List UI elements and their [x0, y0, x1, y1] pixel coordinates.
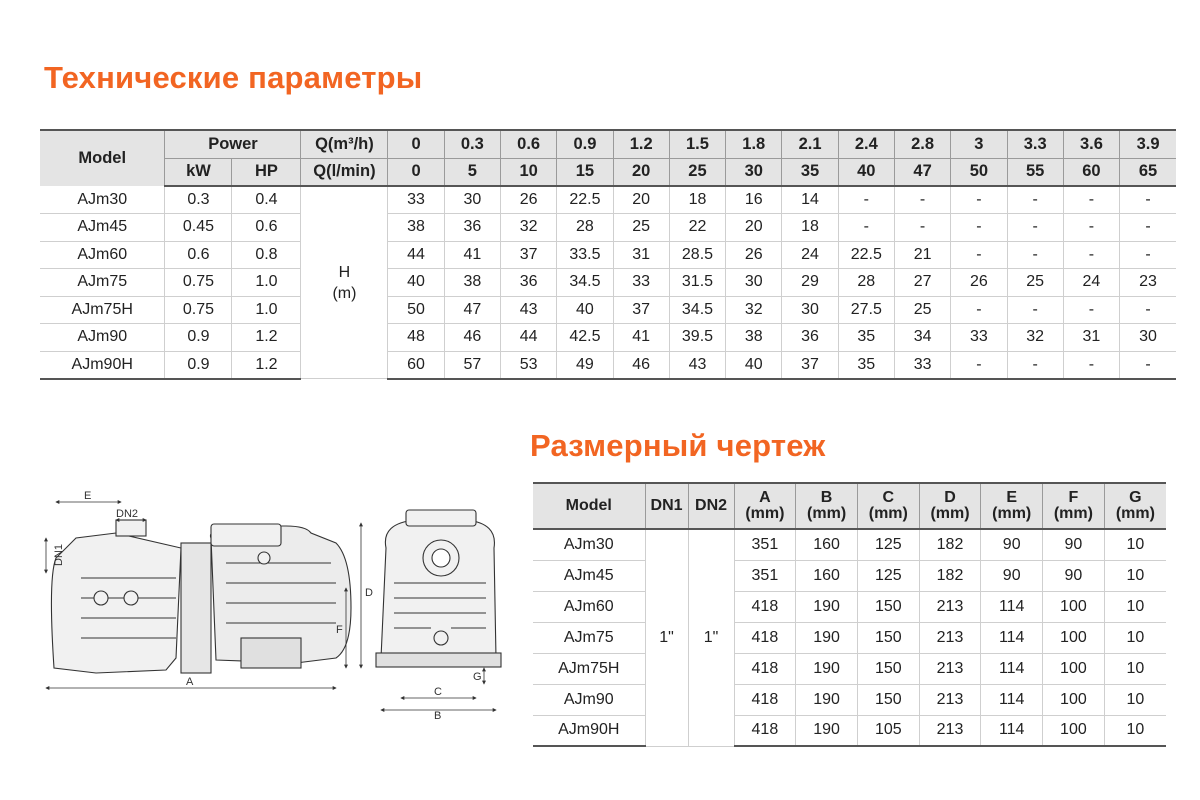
dimension-value-cell: 150	[857, 684, 919, 715]
dimension-value-cell: 90	[1043, 529, 1105, 560]
head-value-cell: 30	[782, 296, 838, 324]
kw-cell: 0.75	[165, 269, 232, 297]
dimension-value-cell: 150	[857, 653, 919, 684]
head-value-cell: 43	[500, 296, 556, 324]
dimension-value-cell: 213	[919, 715, 981, 746]
table-row	[40, 351, 1176, 379]
q-m3h-cell: 3.6	[1063, 130, 1119, 158]
head-value-cell: 22.5	[838, 241, 894, 269]
head-value-cell: -	[1120, 241, 1176, 269]
dimension-value-cell: 418	[734, 591, 796, 622]
head-value-cell: 47	[444, 296, 500, 324]
head-value-cell: 24	[782, 241, 838, 269]
dimension-value-cell: 190	[796, 653, 858, 684]
hp-cell: 1.0	[232, 296, 301, 324]
q-lmin-cell: 55	[1007, 158, 1063, 186]
dimension-value-cell: 100	[1043, 715, 1105, 746]
head-value-cell: 26	[951, 269, 1007, 297]
table-row	[533, 622, 1166, 653]
dimension-value-cell: 160	[796, 560, 858, 591]
head-value-cell: 38	[444, 269, 500, 297]
dimension-value-cell: 182	[919, 529, 981, 560]
dimensions-table	[533, 482, 1166, 747]
kw-cell: 0.3	[165, 186, 232, 214]
head-value-cell: 25	[1007, 269, 1063, 297]
dimension-value-cell: 114	[981, 591, 1043, 622]
table-row	[40, 296, 1176, 324]
dim-label-g: G	[473, 671, 482, 683]
q-lmin-cell: 30	[726, 158, 782, 186]
header-row-flow-m3h	[40, 130, 1176, 158]
head-unit: (m)	[332, 284, 357, 302]
table-row	[533, 715, 1166, 746]
table-row	[40, 324, 1176, 352]
kw-cell: 0.45	[165, 214, 232, 242]
dimensions-body	[533, 529, 1166, 746]
dimension-value-cell: 150	[857, 622, 919, 653]
q-lmin-cell: 0	[388, 158, 444, 186]
dimension-value-cell: 100	[1043, 622, 1105, 653]
dimension-value-cell: 182	[919, 560, 981, 591]
head-value-cell: 22.5	[557, 186, 613, 214]
header-model: Model	[533, 483, 645, 529]
dimension-value-cell: 125	[857, 560, 919, 591]
dimension-value-cell: 418	[734, 715, 796, 746]
dimension-value-cell: 190	[796, 591, 858, 622]
model-cell: AJm75H	[40, 296, 165, 324]
dimension-value-cell: 10	[1104, 529, 1166, 560]
model-cell: AJm75	[40, 269, 165, 297]
head-value-cell: 36	[444, 214, 500, 242]
model-cell: AJm60	[40, 241, 165, 269]
q-m3h-cell: 1.2	[613, 130, 669, 158]
model-cell: AJm90	[533, 684, 645, 715]
head-value-cell: -	[1120, 214, 1176, 242]
head-value-cell: 33.5	[557, 241, 613, 269]
head-value-cell: 37	[500, 241, 556, 269]
head-value-cell: 28	[838, 269, 894, 297]
head-value-cell: -	[1007, 296, 1063, 324]
head-value-cell: 48	[388, 324, 444, 352]
dimension-value-cell: 10	[1104, 684, 1166, 715]
model-cell: AJm90	[40, 324, 165, 352]
head-value-cell: -	[1007, 186, 1063, 214]
dimension-value-cell: 114	[981, 622, 1043, 653]
head-value-cell: 60	[388, 351, 444, 379]
section-title-dimension-drawing: Размерный чертеж	[530, 428, 826, 463]
head-value-cell: 18	[782, 214, 838, 242]
header-dim-b: B (mm)	[796, 483, 858, 529]
technical-parameters-body	[40, 186, 1176, 379]
head-value-cell: -	[838, 186, 894, 214]
head-label-cell	[301, 186, 388, 379]
dimension-value-cell: 10	[1104, 715, 1166, 746]
pump-side-view	[51, 520, 351, 673]
q-m3h-cell: 1.5	[669, 130, 725, 158]
q-lmin-cell: 10	[500, 158, 556, 186]
dimension-value-cell: 418	[734, 622, 796, 653]
dimension-value-cell: 190	[796, 715, 858, 746]
head-value-cell: 26	[500, 186, 556, 214]
q-lmin-cell: 5	[444, 158, 500, 186]
head-value-cell: 38	[726, 324, 782, 352]
dim-label-c: C	[434, 686, 442, 698]
model-cell: AJm30	[40, 186, 165, 214]
head-value-cell: -	[1007, 241, 1063, 269]
head-value-cell: -	[1120, 186, 1176, 214]
q-m3h-cell: 2.4	[838, 130, 894, 158]
q-m3h-cell: 3	[951, 130, 1007, 158]
head-value-cell: 50	[388, 296, 444, 324]
q-m3h-cell: 0.6	[500, 130, 556, 158]
dimension-value-cell: 213	[919, 591, 981, 622]
dimension-value-cell: 114	[981, 653, 1043, 684]
head-value-cell: 31	[1063, 324, 1119, 352]
dim-label-f: F	[336, 624, 343, 636]
head-value-cell: 21	[894, 241, 950, 269]
q-lmin-cell: 47	[894, 158, 950, 186]
head-value-cell: 46	[444, 324, 500, 352]
head-value-cell: 53	[500, 351, 556, 379]
head-value-cell: 38	[388, 214, 444, 242]
kw-cell: 0.9	[165, 324, 232, 352]
dn2-cell: 1"	[688, 529, 734, 746]
head-value-cell: 30	[1120, 324, 1176, 352]
header-dim-f: F (mm)	[1043, 483, 1105, 529]
table-row	[40, 214, 1176, 242]
head-value-cell: 35	[838, 324, 894, 352]
header-dim-e: E (mm)	[981, 483, 1043, 529]
dimension-value-cell: 114	[981, 684, 1043, 715]
head-value-cell: 33	[951, 324, 1007, 352]
header-power: Power	[165, 130, 301, 158]
dimension-value-cell: 213	[919, 653, 981, 684]
hp-cell: 1.2	[232, 351, 301, 379]
head-value-cell: -	[951, 186, 1007, 214]
dimension-value-cell: 418	[734, 684, 796, 715]
model-cell: AJm60	[533, 591, 645, 622]
head-value-cell: 22	[669, 214, 725, 242]
table-row	[533, 591, 1166, 622]
dimension-value-cell: 10	[1104, 653, 1166, 684]
header-kw: kW	[165, 158, 232, 186]
head-value-cell: 37	[782, 351, 838, 379]
header-q-lmin: Q(l/min)	[301, 158, 388, 186]
head-value-cell: 35	[838, 351, 894, 379]
head-value-cell: 44	[388, 241, 444, 269]
model-cell: AJm75H	[533, 653, 645, 684]
head-value-cell: 29	[782, 269, 838, 297]
q-lmin-cell: 65	[1120, 158, 1176, 186]
dimension-value-cell: 190	[796, 622, 858, 653]
head-value-cell: 26	[726, 241, 782, 269]
head-value-cell: 31.5	[669, 269, 725, 297]
pump-front-view	[376, 510, 501, 667]
head-value-cell: 25	[894, 296, 950, 324]
table-row	[40, 186, 1176, 214]
dim-label-a: A	[186, 676, 194, 688]
hp-cell: 0.8	[232, 241, 301, 269]
header-dim-c: C (mm)	[857, 483, 919, 529]
head-value-cell: -	[1063, 296, 1119, 324]
dimension-value-cell: 90	[981, 560, 1043, 591]
header-dn2: DN2	[688, 483, 734, 529]
q-m3h-cell: 2.1	[782, 130, 838, 158]
dimension-value-cell: 150	[857, 591, 919, 622]
head-value-cell: 44	[500, 324, 556, 352]
dimension-value-cell: 10	[1104, 622, 1166, 653]
dimension-value-cell: 351	[734, 560, 796, 591]
head-value-cell: 43	[669, 351, 725, 379]
dimension-value-cell: 213	[919, 684, 981, 715]
table-row	[40, 241, 1176, 269]
head-value-cell: -	[951, 296, 1007, 324]
head-value-cell: 27	[894, 269, 950, 297]
header-row-flow-lmin	[40, 158, 1176, 186]
head-label: H	[338, 263, 351, 281]
head-value-cell: 32	[1007, 324, 1063, 352]
model-cell: AJm45	[533, 560, 645, 591]
header-dim-a: A (mm)	[734, 483, 796, 529]
q-lmin-cell: 60	[1063, 158, 1119, 186]
hp-cell: 1.2	[232, 324, 301, 352]
head-value-cell: 34.5	[669, 296, 725, 324]
dimension-value-cell: 418	[734, 653, 796, 684]
head-value-cell: 30	[444, 186, 500, 214]
dimension-value-cell: 90	[1043, 560, 1105, 591]
table-row	[533, 653, 1166, 684]
dimension-value-cell: 160	[796, 529, 858, 560]
dimension-value-cell: 90	[981, 529, 1043, 560]
q-m3h-cell: 2.8	[894, 130, 950, 158]
header-q-m3h: Q(m³/h)	[301, 130, 388, 158]
head-value-cell: 28	[557, 214, 613, 242]
head-value-cell: 27.5	[838, 296, 894, 324]
q-lmin-cell: 50	[951, 158, 1007, 186]
header-dim-d: D (mm)	[919, 483, 981, 529]
head-value-cell: 20	[726, 214, 782, 242]
section-title-technical-parameters: Технические параметры	[44, 60, 423, 95]
head-value-cell: 40	[726, 351, 782, 379]
table-row	[533, 684, 1166, 715]
q-m3h-cell: 3.3	[1007, 130, 1063, 158]
head-value-cell: 41	[444, 241, 500, 269]
head-value-cell: 37	[613, 296, 669, 324]
model-cell: AJm90H	[40, 351, 165, 379]
head-value-cell: 33	[894, 351, 950, 379]
hp-cell: 1.0	[232, 269, 301, 297]
model-cell: AJm90H	[533, 715, 645, 746]
head-value-cell: 20	[613, 186, 669, 214]
head-value-cell: 41	[613, 324, 669, 352]
dimension-value-cell: 100	[1043, 653, 1105, 684]
head-value-cell: 57	[444, 351, 500, 379]
head-value-cell: 18	[669, 186, 725, 214]
head-value-cell: 30	[726, 269, 782, 297]
head-value-cell: -	[894, 214, 950, 242]
dimension-value-cell: 114	[981, 715, 1043, 746]
head-value-cell: -	[1007, 214, 1063, 242]
head-value-cell: 33	[388, 186, 444, 214]
head-value-cell: 36	[500, 269, 556, 297]
q-lmin-cell: 15	[557, 158, 613, 186]
head-value-cell: 34.5	[557, 269, 613, 297]
dimension-value-cell: 190	[796, 684, 858, 715]
model-cell: AJm75	[533, 622, 645, 653]
head-value-cell: -	[951, 241, 1007, 269]
head-value-cell: 32	[726, 296, 782, 324]
head-value-cell: -	[894, 186, 950, 214]
q-lmin-cell: 40	[838, 158, 894, 186]
q-m3h-cell: 3.9	[1120, 130, 1176, 158]
dim-label-dn1: DN1	[53, 543, 65, 566]
q-lmin-cell: 35	[782, 158, 838, 186]
dimension-value-cell: 10	[1104, 560, 1166, 591]
dim-label-b: B	[434, 710, 442, 720]
dimension-value-cell: 351	[734, 529, 796, 560]
header-dim-g: G (mm)	[1104, 483, 1166, 529]
dimension-value-cell: 100	[1043, 591, 1105, 622]
head-value-cell: 34	[894, 324, 950, 352]
q-m3h-cell: 1.8	[726, 130, 782, 158]
kw-cell: 0.75	[165, 296, 232, 324]
head-value-cell: -	[1063, 214, 1119, 242]
head-value-cell: -	[951, 351, 1007, 379]
hp-cell: 0.6	[232, 214, 301, 242]
head-value-cell: -	[1063, 351, 1119, 379]
q-m3h-cell: 0.3	[444, 130, 500, 158]
head-value-cell: 16	[726, 186, 782, 214]
table-row	[533, 529, 1166, 560]
q-lmin-cell: 25	[669, 158, 725, 186]
head-value-cell: -	[1120, 351, 1176, 379]
head-value-cell: 42.5	[557, 324, 613, 352]
dimension-value-cell: 100	[1043, 684, 1105, 715]
dimensions-header-row	[533, 483, 1166, 529]
dn1-cell: 1"	[645, 529, 688, 746]
q-m3h-cell: 0	[388, 130, 444, 158]
head-value-cell: 31	[613, 241, 669, 269]
head-value-cell: 40	[388, 269, 444, 297]
head-value-cell: 40	[557, 296, 613, 324]
head-value-cell: 33	[613, 269, 669, 297]
q-m3h-cell: 0.9	[557, 130, 613, 158]
hp-cell: 0.4	[232, 186, 301, 214]
dimension-value-cell: 10	[1104, 591, 1166, 622]
head-value-cell: -	[1007, 351, 1063, 379]
header-dn1: DN1	[645, 483, 688, 529]
dim-label-e: E	[84, 490, 92, 502]
pump-dimension-drawing	[36, 488, 506, 720]
head-value-cell: 23	[1120, 269, 1176, 297]
head-value-cell: 25	[613, 214, 669, 242]
head-value-cell: 49	[557, 351, 613, 379]
table-row	[533, 560, 1166, 591]
head-value-cell: -	[951, 214, 1007, 242]
kw-cell: 0.9	[165, 351, 232, 379]
table-row	[40, 269, 1176, 297]
head-value-cell: -	[1120, 296, 1176, 324]
dimension-value-cell: 105	[857, 715, 919, 746]
head-value-cell: -	[838, 214, 894, 242]
model-cell: AJm30	[533, 529, 645, 560]
dim-label-d: D	[365, 587, 373, 599]
q-lmin-cell: 20	[613, 158, 669, 186]
dimension-value-cell: 213	[919, 622, 981, 653]
kw-cell: 0.6	[165, 241, 232, 269]
header-model: Model	[40, 130, 165, 186]
dimension-value-cell: 125	[857, 529, 919, 560]
head-value-cell: 32	[500, 214, 556, 242]
model-cell: AJm45	[40, 214, 165, 242]
head-value-cell: 46	[613, 351, 669, 379]
head-value-cell: 39.5	[669, 324, 725, 352]
technical-parameters-table	[40, 129, 1176, 380]
dim-label-dn2: DN2	[116, 508, 139, 520]
head-value-cell: 24	[1063, 269, 1119, 297]
head-value-cell: -	[1063, 241, 1119, 269]
head-value-cell: 36	[782, 324, 838, 352]
head-value-cell: 14	[782, 186, 838, 214]
head-value-cell: -	[1063, 186, 1119, 214]
header-hp: HP	[232, 158, 301, 186]
head-value-cell: 28.5	[669, 241, 725, 269]
